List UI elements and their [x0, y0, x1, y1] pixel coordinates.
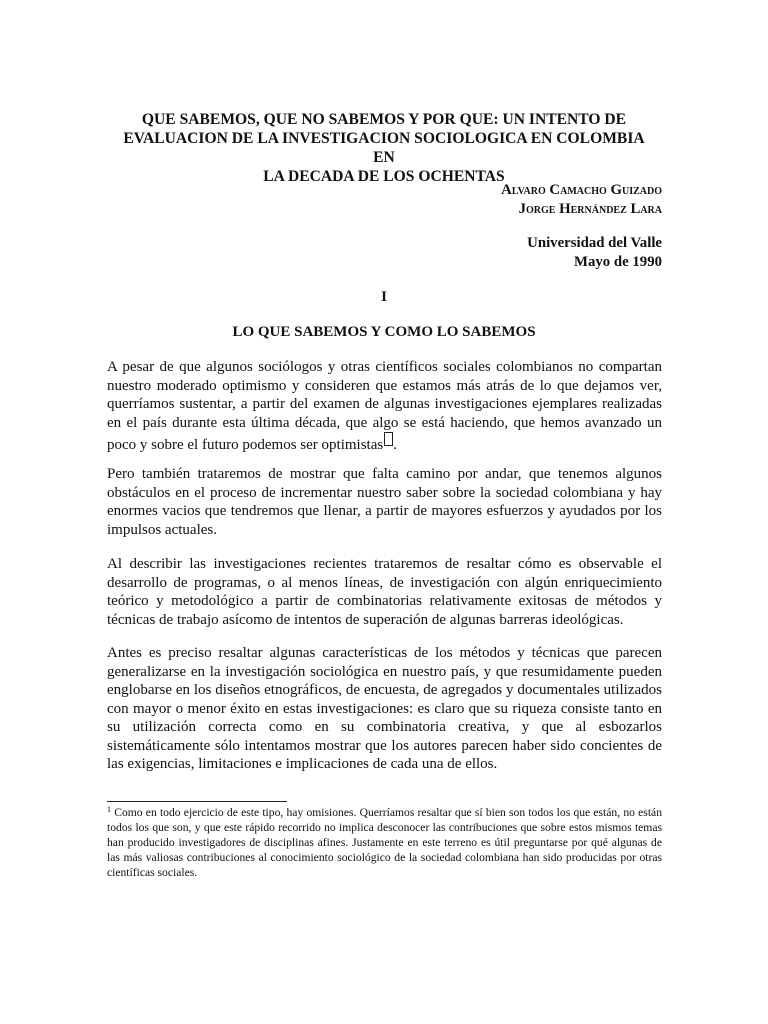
footnote-number: 1: [107, 805, 111, 814]
body-paragraph: Pero también trataremos de mostrar que falta camino por andar, que tenemos algunos obstáculos en el proceso de incrementar nuestro saber sobre la sociedad colombiana y hay enormes vacios que tendremos que llenar, a partir de mayores esfuerzos y ayudados por los impulsos actuales.: [107, 466, 662, 538]
body-paragraph: [107, 358, 662, 455]
paragraph-text: A pesar de que algunos sociólogos y otras científicos sociales colombianos no compartan nuestro moderado optimismo y consideren que estamos más atrás de lo que dejamos ver, querríamos sustentar, a partir del examen de algunas investigaciones ejemplares realizadas en el país durante esta última década, que algo se está haciendo, que hemos avanzado un poco y sobre el futuro podemos ser optimistas: [107, 359, 662, 453]
affiliation-block: [527, 234, 662, 272]
footnote-divider: [107, 801, 287, 802]
section-number: I: [381, 289, 387, 305]
author-name: Alvaro Camacho Guizado: [501, 182, 662, 198]
section-title: LO QUE SABEMOS Y COMO LO SABEMOS: [232, 324, 536, 340]
footnote-marker-icon[interactable]: [384, 432, 393, 446]
affiliation: Universidad del Valle: [527, 235, 662, 251]
author-list: [501, 181, 662, 219]
paragraph-end: .: [393, 437, 397, 453]
body-paragraph: Antes es preciso resaltar algunas características de los métodos y técnicas que parecen generalizarse en la investigación sociológica en nuestro país, y que resumidamente pueden englobarse en los diseños etnográficos, de encuesta, de agregados y documentales utilizados con mayor o menor éxito en estas investigaciones: es claro que su riqueza consiste tanto en su utilización correcta como en su combinatoria creativa, y que al esbozarlos sistemáticamente sólo intentamos mostrar que los autores parecen haber sido concientes de las exigencias, limitaciones e implicaciones de cada una de ellos.: [107, 645, 662, 772]
author-name: Jorge Hernández Lara: [518, 201, 662, 217]
footnote: [107, 805, 662, 880]
footnote-text: Como en todo ejercicio de este tipo, hay omisiones. Querríamos resaltar que sí bien son todos los que están, no están todos los que son, y que este rápido recorrido no implica desconocer las contribuciones que sobre estos mismos temas han producido investigadores de disciplinas afines. Justamente en este terreno es útil preguntarse por qué algunas de las más valiosas contribuciones al conocimiento sociológico de la sociedad colombiana han sido producidas por otras científicas sociales.: [107, 806, 662, 879]
document-title: QUE SABEMOS, QUE NO SABEMOS Y POR QUE: UN INTENTO DE EVALUACION DE LA INVESTIGACION SOCIOLOGICA EN COLOMBIA EN LA DECADA DE LOS OCHENTAS: [123, 111, 645, 185]
body-paragraph: Al describir las investigaciones recientes trataremos de resaltar cómo es observable el desarrollo de programas, o al menos líneas, de investigación con algún enriquecimiento teórico y metodológico a partir de combinatorias relativamente exitosas de métodos y técnicas de trabajo asícomo de intentos de superación de algunas barreras ideológicas.: [107, 556, 662, 628]
document-date: Mayo de 1990: [574, 254, 662, 270]
